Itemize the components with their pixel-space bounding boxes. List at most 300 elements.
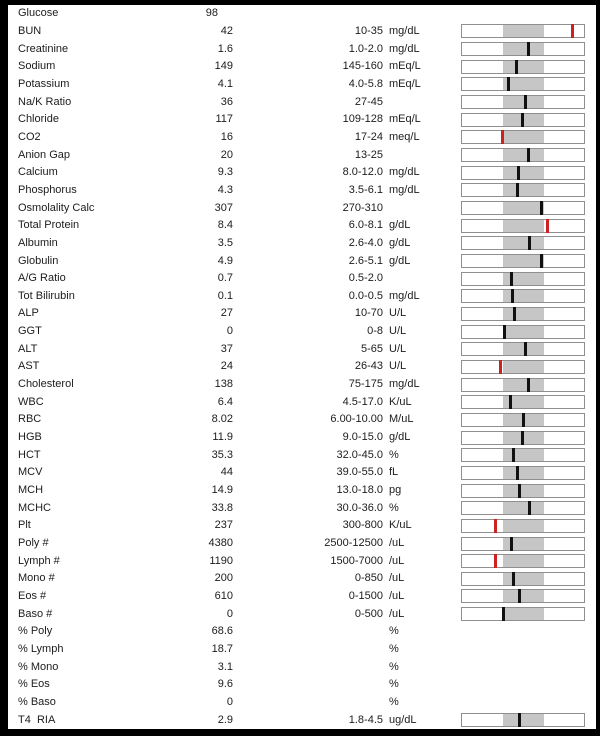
- test-value: 3.5: [217, 236, 233, 249]
- indicator-cell: [461, 325, 585, 339]
- indicator-cell: [461, 431, 585, 445]
- reference-range: 8.0-12.0: [342, 166, 383, 179]
- test-name: RBC: [18, 413, 42, 426]
- lab-row: [8, 129, 596, 147]
- test-value: 307: [214, 201, 233, 214]
- range-indicator-bar: [461, 572, 585, 586]
- test-name: Cholesterol: [18, 378, 74, 391]
- result-tick-marker: [512, 572, 515, 586]
- unit-label: %: [389, 695, 399, 708]
- test-value: 9.6: [217, 678, 233, 691]
- result-tick-marker: [527, 42, 530, 56]
- range-indicator-bar: [461, 554, 585, 568]
- reference-range: 13-25: [354, 148, 383, 161]
- normal-range-band: [503, 361, 544, 373]
- reference-range: 10-70: [354, 307, 383, 320]
- test-value: 33.8: [211, 501, 233, 514]
- normal-range-band: [503, 43, 544, 55]
- lab-row: [8, 376, 596, 394]
- reference-range: 13.0-18.0: [336, 484, 383, 497]
- lab-row: [8, 182, 596, 200]
- test-name: Sodium: [18, 60, 56, 73]
- range-indicator-bar: [461, 395, 585, 409]
- normal-range-band: [503, 220, 544, 232]
- normal-range-band: [503, 379, 544, 391]
- range-indicator-bar: [461, 130, 585, 144]
- indicator-cell: [461, 236, 585, 250]
- indicator-cell: [461, 166, 585, 180]
- range-indicator-bar: [461, 431, 585, 445]
- normal-range-band: [503, 237, 544, 249]
- result-tick-marker: [527, 148, 530, 162]
- unit-label: U/L: [389, 325, 407, 338]
- unit-label: U/L: [389, 342, 407, 355]
- lab-row: [8, 464, 596, 482]
- test-name: Albumin: [18, 236, 58, 249]
- unit-label: mEq/L: [389, 77, 421, 90]
- test-value: 36: [220, 95, 233, 108]
- test-name: AST: [18, 360, 40, 373]
- test-value: 42: [220, 24, 233, 37]
- reference-range: 30.0-36.0: [336, 501, 383, 514]
- lab-row: [8, 288, 596, 306]
- test-name: T4 RIA: [18, 713, 56, 726]
- normal-range-band: [503, 96, 544, 108]
- result-tick-marker: [513, 307, 516, 321]
- range-indicator-bar: [461, 166, 585, 180]
- reference-range: 0.0-0.5: [348, 289, 383, 302]
- indicator-cell: [461, 395, 585, 409]
- test-name: Potassium: [18, 77, 70, 90]
- lab-row: [8, 93, 596, 111]
- range-indicator-bar: [461, 713, 585, 727]
- test-value: 20: [220, 148, 233, 161]
- normal-range-band: [503, 573, 544, 585]
- result-tick-marker: [540, 254, 543, 268]
- result-tick-marker: [517, 166, 520, 180]
- reference-range: 2.6-4.0: [348, 236, 383, 249]
- result-tick-marker: [518, 589, 521, 603]
- test-value: 18.7: [211, 642, 233, 655]
- lab-row: [8, 23, 596, 41]
- test-name: ALP: [18, 307, 39, 320]
- test-value: 14.9: [211, 484, 233, 497]
- result-tick-marker: [502, 607, 505, 621]
- unit-label: pg: [389, 484, 402, 497]
- indicator-cell: [461, 448, 585, 462]
- reference-range: 3.5-6.1: [348, 183, 383, 196]
- result-tick-marker: [515, 60, 518, 74]
- test-value: 44: [220, 466, 233, 479]
- indicator-cell: [461, 360, 585, 374]
- test-value: 37: [220, 342, 233, 355]
- indicator-cell: [461, 554, 585, 568]
- unit-label: mEq/L: [389, 113, 421, 126]
- test-name: CO2: [18, 130, 41, 143]
- result-tick-marker: [518, 484, 521, 498]
- lab-row: [8, 111, 596, 129]
- reference-range: 4.0-5.8: [348, 77, 383, 90]
- lab-row: [8, 552, 596, 570]
- result-tick-marker: [501, 130, 504, 144]
- range-indicator-bar: [461, 24, 585, 38]
- indicator-cell: [461, 272, 585, 286]
- test-name: % Eos: [18, 678, 50, 691]
- lab-row: [8, 340, 596, 358]
- unit-label: mg/dL: [389, 166, 420, 179]
- result-tick-marker: [518, 713, 521, 727]
- test-value: 237: [214, 519, 233, 532]
- lab-row: [8, 429, 596, 447]
- result-tick-marker: [507, 77, 510, 91]
- test-value: 16: [220, 130, 233, 143]
- reference-range: 0-1500: [348, 589, 383, 602]
- test-value: 3.1: [217, 660, 233, 673]
- lab-row: [8, 623, 596, 641]
- range-indicator-bar: [461, 589, 585, 603]
- unit-label: mg/dL: [389, 183, 420, 196]
- result-tick-marker: [510, 272, 513, 286]
- lab-row: [8, 570, 596, 588]
- lab-row: [8, 711, 596, 729]
- unit-label: g/dL: [389, 236, 411, 249]
- result-tick-marker: [521, 113, 524, 127]
- test-name: WBC: [18, 395, 44, 408]
- reference-range: 0-850: [354, 572, 383, 585]
- range-indicator-bar: [461, 342, 585, 356]
- range-indicator-bar: [461, 289, 585, 303]
- test-name: Anion Gap: [18, 148, 70, 161]
- normal-range-band: [503, 131, 544, 143]
- test-value: 1.6: [217, 42, 233, 55]
- test-name: Poly #: [18, 537, 49, 550]
- indicator-cell: [461, 130, 585, 144]
- lab-report-table: [8, 5, 596, 729]
- normal-range-band: [503, 184, 544, 196]
- lab-row: [8, 535, 596, 553]
- test-value: 2.9: [217, 713, 233, 726]
- indicator-cell: [461, 537, 585, 551]
- test-value: 200: [214, 572, 233, 585]
- test-name: Lymph #: [18, 554, 60, 567]
- range-indicator-bar: [461, 378, 585, 392]
- reference-range: 2.6-5.1: [348, 254, 383, 267]
- test-name: Globulin: [18, 254, 59, 267]
- result-tick-marker: [494, 519, 497, 533]
- reference-range: 39.0-55.0: [336, 466, 383, 479]
- indicator-cell: [461, 183, 585, 197]
- result-tick-marker: [512, 448, 515, 462]
- lab-row: [8, 446, 596, 464]
- indicator-cell: [461, 607, 585, 621]
- indicator-cell: [461, 148, 585, 162]
- test-value: 6.4: [217, 395, 233, 408]
- range-indicator-bar: [461, 325, 585, 339]
- test-name: GGT: [18, 325, 42, 338]
- test-value: 149: [214, 60, 233, 73]
- reference-range: 75-175: [348, 378, 383, 391]
- range-indicator-bar: [461, 219, 585, 233]
- test-name: ALT: [18, 342, 38, 355]
- normal-range-band: [503, 590, 544, 602]
- result-tick-marker: [510, 537, 513, 551]
- unit-label: /uL: [389, 607, 405, 620]
- lab-row: [8, 199, 596, 217]
- lab-row: [8, 641, 596, 659]
- result-tick-marker: [522, 413, 525, 427]
- normal-range-band: [503, 61, 544, 73]
- test-value: 27: [220, 307, 233, 320]
- range-indicator-bar: [461, 360, 585, 374]
- range-indicator-bar: [461, 272, 585, 286]
- reference-range: 17-24: [354, 130, 383, 143]
- test-value: 4.1: [217, 77, 233, 90]
- unit-label: %: [389, 501, 399, 514]
- test-name: Glucose: [18, 7, 59, 20]
- test-name: Na/K Ratio: [18, 95, 72, 108]
- lab-row: [8, 676, 596, 694]
- lab-row: [8, 40, 596, 58]
- test-value: 0.1: [217, 289, 233, 302]
- unit-label: /uL: [389, 589, 405, 602]
- normal-range-band: [503, 485, 544, 497]
- unit-label: meq/L: [389, 130, 420, 143]
- lab-row: [8, 605, 596, 623]
- test-name: Baso #: [18, 607, 53, 620]
- unit-label: K/uL: [389, 519, 412, 532]
- test-value: 9.3: [217, 166, 233, 179]
- indicator-cell: [461, 519, 585, 533]
- normal-range-band: [503, 255, 544, 267]
- lab-row: [8, 658, 596, 676]
- result-tick-marker: [540, 201, 543, 215]
- result-tick-marker: [524, 95, 527, 109]
- normal-range-band: [503, 467, 544, 479]
- indicator-cell: [461, 24, 585, 38]
- normal-range-band: [503, 502, 544, 514]
- reference-range: 27-45: [354, 95, 383, 108]
- reference-range: 0.5-2.0: [348, 272, 383, 285]
- test-value: 11.9: [212, 431, 233, 444]
- range-indicator-bar: [461, 519, 585, 533]
- reference-range: 1500-7000: [330, 554, 383, 567]
- test-name: MCHC: [18, 501, 51, 514]
- test-value: 4.3: [217, 183, 233, 196]
- unit-label: %: [389, 660, 399, 673]
- test-name: Eos #: [18, 589, 47, 602]
- lab-row: [8, 164, 596, 182]
- test-name: % Mono: [18, 660, 59, 673]
- unit-label: fL: [389, 466, 399, 479]
- unit-label: ug/dL: [389, 713, 417, 726]
- range-indicator-bar: [461, 448, 585, 462]
- normal-range-band: [503, 714, 544, 726]
- test-value: 0: [226, 695, 233, 708]
- unit-label: %: [389, 642, 399, 655]
- reference-range: 0-8: [367, 325, 383, 338]
- unit-label: U/L: [389, 307, 407, 320]
- unit-label: mEq/L: [389, 60, 421, 73]
- lab-row: [8, 517, 596, 535]
- reference-range: 2500-12500: [324, 537, 383, 550]
- test-name: % Baso: [18, 695, 56, 708]
- test-name: MCV: [18, 466, 43, 479]
- range-indicator-bar: [461, 60, 585, 74]
- range-indicator-bar: [461, 501, 585, 515]
- reference-range: 145-160: [342, 60, 383, 73]
- indicator-cell: [461, 572, 585, 586]
- result-tick-marker: [571, 24, 574, 38]
- indicator-cell: [461, 484, 585, 498]
- lab-row: [8, 588, 596, 606]
- unit-label: %: [389, 448, 399, 461]
- result-tick-marker: [511, 289, 514, 303]
- range-indicator-bar: [461, 537, 585, 551]
- reference-range: 10-35: [354, 24, 383, 37]
- unit-label: %: [389, 678, 399, 691]
- lab-row: [8, 5, 596, 23]
- result-tick-marker: [546, 219, 549, 233]
- unit-label: M/uL: [389, 413, 414, 426]
- lab-row: [8, 270, 596, 288]
- range-indicator-bar: [461, 148, 585, 162]
- lab-row: [8, 323, 596, 341]
- test-value: 610: [214, 589, 233, 602]
- range-indicator-bar: [461, 307, 585, 321]
- indicator-cell: [461, 413, 585, 427]
- indicator-cell: [461, 42, 585, 56]
- unit-label: U/L: [389, 360, 407, 373]
- indicator-cell: [461, 466, 585, 480]
- range-indicator-bar: [461, 42, 585, 56]
- indicator-cell: [461, 307, 585, 321]
- test-name: Phosphorus: [18, 183, 77, 196]
- lab-row: [8, 146, 596, 164]
- normal-range-band: [503, 167, 544, 179]
- result-tick-marker: [516, 466, 519, 480]
- reference-range: 270-310: [342, 201, 383, 214]
- test-name: Tot Bilirubin: [18, 289, 75, 302]
- range-indicator-bar: [461, 607, 585, 621]
- result-tick-marker: [528, 236, 531, 250]
- reference-range: 32.0-45.0: [336, 448, 383, 461]
- lab-row: [8, 76, 596, 94]
- normal-range-band: [503, 520, 544, 532]
- indicator-cell: [461, 501, 585, 515]
- unit-label: /uL: [389, 572, 405, 585]
- test-value: 8.02: [211, 413, 233, 426]
- lab-row: [8, 482, 596, 500]
- test-name: % Poly: [18, 625, 53, 638]
- unit-label: /uL: [389, 554, 405, 567]
- reference-range: 109-128: [342, 113, 383, 126]
- result-tick-marker: [516, 183, 519, 197]
- reference-range: 6.0-8.1: [348, 219, 383, 232]
- unit-label: mg/dL: [389, 378, 420, 391]
- lab-row: [8, 58, 596, 76]
- test-name: BUN: [18, 24, 42, 37]
- reference-range: 26-43: [354, 360, 383, 373]
- test-value: 35.3: [211, 448, 233, 461]
- indicator-cell: [461, 342, 585, 356]
- reference-range: 6.00-10.00: [330, 413, 383, 426]
- range-indicator-bar: [461, 201, 585, 215]
- result-tick-marker: [509, 395, 512, 409]
- test-value: 0: [226, 607, 233, 620]
- test-name: HGB: [18, 431, 42, 444]
- range-indicator-bar: [461, 254, 585, 268]
- unit-label: mg/dL: [389, 42, 420, 55]
- range-indicator-bar: [461, 484, 585, 498]
- normal-range-band: [503, 449, 544, 461]
- reference-range: 0-500: [354, 607, 383, 620]
- reference-range: 5-65: [360, 342, 383, 355]
- result-tick-marker: [499, 360, 502, 374]
- reference-range: 300-800: [342, 519, 383, 532]
- normal-range-band: [503, 555, 544, 567]
- range-indicator-bar: [461, 113, 585, 127]
- range-indicator-bar: [461, 413, 585, 427]
- test-name: Osmolality Calc: [18, 201, 95, 214]
- reference-range: 1.8-4.5: [348, 713, 383, 726]
- range-indicator-bar: [461, 95, 585, 109]
- test-name: Calcium: [18, 166, 58, 179]
- indicator-cell: [461, 95, 585, 109]
- indicator-cell: [461, 60, 585, 74]
- lab-row: [8, 217, 596, 235]
- lab-row: [8, 305, 596, 323]
- result-tick-marker: [503, 325, 506, 339]
- normal-range-band: [503, 326, 544, 338]
- lab-row: [8, 411, 596, 429]
- normal-range-band: [503, 202, 544, 214]
- unit-label: %: [389, 625, 399, 638]
- indicator-cell: [461, 201, 585, 215]
- unit-label: g/dL: [389, 219, 411, 232]
- test-value: 138: [214, 378, 233, 391]
- test-name: Total Protein: [18, 219, 80, 232]
- test-value: 117: [215, 113, 233, 126]
- result-tick-marker: [494, 554, 497, 568]
- test-value: 4.9: [217, 254, 233, 267]
- lab-row: [8, 499, 596, 517]
- test-name: Plt: [18, 519, 31, 532]
- normal-range-band: [503, 290, 544, 302]
- test-value: 24: [220, 360, 233, 373]
- normal-range-band: [503, 25, 544, 37]
- result-tick-marker: [521, 431, 524, 445]
- test-value: 1190: [209, 554, 233, 567]
- range-indicator-bar: [461, 77, 585, 91]
- normal-range-band: [503, 308, 544, 320]
- indicator-cell: [461, 113, 585, 127]
- indicator-cell: [461, 713, 585, 727]
- lab-row: [8, 252, 596, 270]
- indicator-cell: [461, 378, 585, 392]
- reference-range: 4.5-17.0: [342, 395, 383, 408]
- indicator-cell: [461, 589, 585, 603]
- range-indicator-bar: [461, 466, 585, 480]
- test-value: 8.4: [217, 219, 233, 232]
- indicator-cell: [461, 77, 585, 91]
- range-indicator-bar: [461, 183, 585, 197]
- range-indicator-bar: [461, 236, 585, 250]
- result-tick-marker: [527, 378, 530, 392]
- normal-range-band: [503, 149, 544, 161]
- test-name: Mono #: [18, 572, 55, 585]
- lab-row: [8, 694, 596, 712]
- indicator-cell: [461, 254, 585, 268]
